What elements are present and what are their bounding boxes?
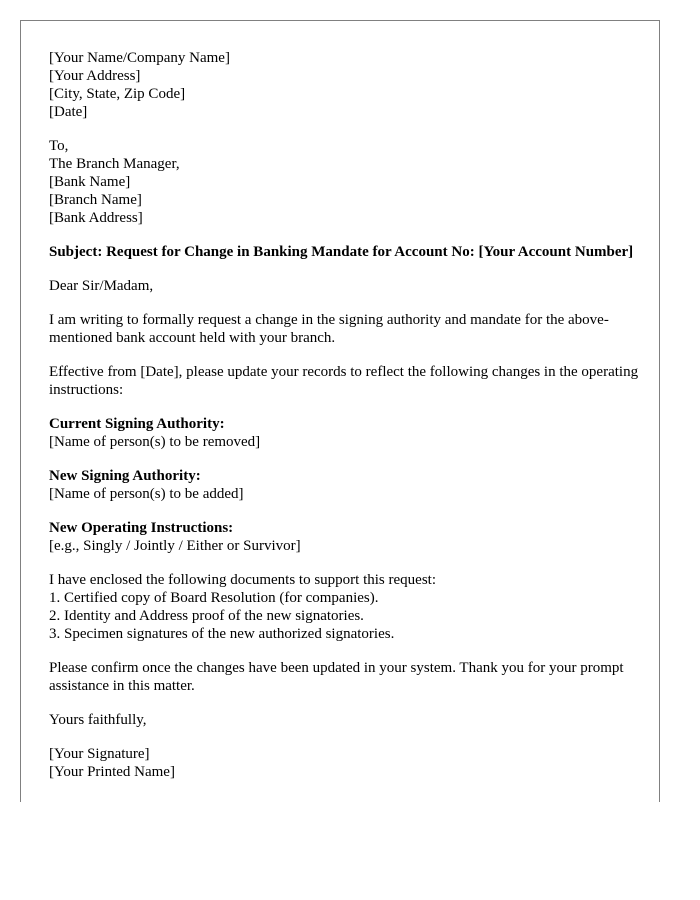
recipient-title: The Branch Manager, [49,156,180,172]
intro-paragraph: I am writing to formally request a change in the signing authority and mandate for the above-mentioned bank account held with your branch. [49,312,609,346]
document-item: 1. Certified copy of Board Resolution (for companies). [49,590,379,606]
sender-city: [City, State, Zip Code] [49,86,186,102]
recipient-block [49,137,639,227]
recipient-bank-address: [Bank Address] [49,210,143,226]
salutation-block [49,277,639,295]
effective-paragraph-block [49,363,639,399]
sender-address: [Your Address] [49,68,141,84]
closing-paragraph: Please confirm once the changes have been updated in your system. Thank you for your prompt assistance in this matter. [49,660,624,694]
closing-block [49,711,639,729]
letter-page [20,20,660,802]
signature-block [49,745,639,781]
closing-phrase: Yours faithfully, [49,712,147,728]
operating-instructions-value: [e.g., Singly / Jointly / Either or Survivor] [49,538,301,554]
salutation: Dear Sir/Madam, [49,278,154,294]
sender-name: [Your Name/Company Name] [49,50,230,66]
new-authority-value: [Name of person(s) to be added] [49,486,244,502]
current-authority-heading: Current Signing Authority: [49,416,225,432]
current-authority-section [49,415,639,451]
document-item: 2. Identity and Address proof of the new signatories. [49,608,364,624]
new-authority-section [49,467,639,503]
recipient-branch-name: [Branch Name] [49,192,142,208]
document-item: 3. Specimen signatures of the new authorized signatories. [49,626,395,642]
signature-line: [Your Signature] [49,746,150,762]
operating-instructions-section [49,519,639,555]
recipient-bank-name: [Bank Name] [49,174,131,190]
intro-paragraph-block [49,311,639,347]
subject-line: Subject: Request for Change in Banking Mandate for Account No: [Your Account Number] [49,244,634,260]
effective-paragraph: Effective from [Date], please update your records to reflect the following changes in the operating instructions: [49,364,639,398]
current-authority-value: [Name of person(s) to be removed] [49,434,261,450]
subject-block [49,243,639,261]
letter-date: [Date] [49,104,88,120]
documents-section [49,571,639,643]
sender-block [49,49,639,121]
new-authority-heading: New Signing Authority: [49,468,201,484]
operating-instructions-heading: New Operating Instructions: [49,520,234,536]
recipient-to: To, [49,138,69,154]
closing-paragraph-block [49,659,639,695]
printed-name-line: [Your Printed Name] [49,764,175,780]
documents-intro: I have enclosed the following documents to support this request: [49,572,437,588]
letter-body [49,49,639,797]
